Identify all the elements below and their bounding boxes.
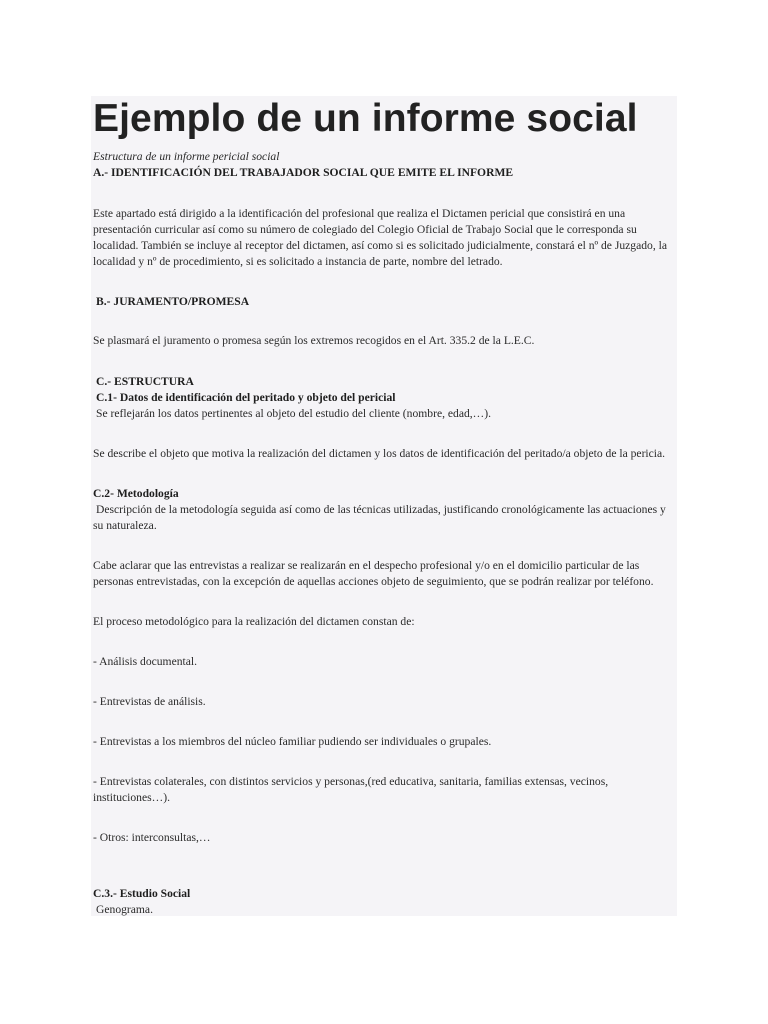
list-item-continuation: instituciones…).	[93, 791, 170, 804]
list-item: - Otros: interconsultas,…	[93, 831, 211, 844]
list-item: - Análisis documental.	[93, 655, 198, 668]
section-a-line: Este apartado está dirigido a la identificación del profesional que realiza el Dictamen pericial que consistirá en una	[93, 207, 626, 220]
section-c1-text2: Se describe el objeto que motiva la realización del dictamen y los datos de identificación del peritado/a objeto de la pericia.	[93, 447, 666, 460]
list-item: - Entrevistas de análisis.	[93, 695, 206, 708]
section-c1-text: Se reflejarán los datos pertinentes al objeto del estudio del cliente (nombre, edad,…).	[96, 407, 492, 420]
section-a-heading: A.- IDENTIFICACIÓN DEL TRABAJADOR SOCIAL QUE EMITE EL INFORME	[93, 166, 514, 179]
section-a-line: localidad. También se incluye al receptor del dictamen, así como si es solicitado judicialmente, constará el nº de Juzgado, la	[93, 239, 668, 252]
section-c2-note-line: personas entrevistadas, con la excepción de aquellas acciones objeto de seguimiento, que se podrán realizar por teléfono.	[93, 575, 654, 588]
section-c2-heading: C.2- Metodología	[93, 487, 179, 500]
section-c2-desc-line: su naturaleza.	[93, 519, 157, 532]
section-c-heading: C.- ESTRUCTURA	[96, 375, 194, 388]
document-subtitle: Estructura de un informe pericial social	[93, 150, 280, 163]
section-a-line: localidad y nº de procedimiento, si es solicitado a instancia de parte, nombre del letrado.	[93, 255, 503, 268]
page-title: Ejemplo de un informe social	[93, 97, 638, 140]
process-intro: El proceso metodológico para la realización del dictamen constan de:	[93, 615, 415, 628]
document-page	[91, 96, 677, 916]
list-item: - Entrevistas colaterales, con distintos servicios y personas,(red educativa, sanitaria, familias extensas, vecinos,	[93, 775, 609, 788]
section-c3-text: Genograma.	[96, 903, 153, 916]
section-a-line: presentación curricular así como su número de colegiado del Colegio Oficial de Trabajo Social que le corresponda su	[93, 223, 637, 236]
section-c1-heading: C.1- Datos de identificación del peritado y objeto del pericial	[96, 391, 396, 404]
section-b-heading: B.- JURAMENTO/PROMESA	[96, 295, 250, 308]
section-c3-heading: C.3.- Estudio Social	[93, 887, 191, 900]
section-c2-note-line: Cabe aclarar que las entrevistas a realizar se realizarán en el despecho profesional y/o en el domicilio particular de las	[93, 559, 640, 572]
section-c2-desc-line: Descripción de la metodología seguida así como de las técnicas utilizadas, justificando cronológicamente las actuaciones y	[96, 503, 666, 516]
list-item: - Entrevistas a los miembros del núcleo familiar pudiendo ser individuales o grupales.	[93, 735, 492, 748]
section-b-text: Se plasmará el juramento o promesa según los extremos recogidos en el Art. 335.2 de la L.E.C.	[93, 334, 535, 347]
